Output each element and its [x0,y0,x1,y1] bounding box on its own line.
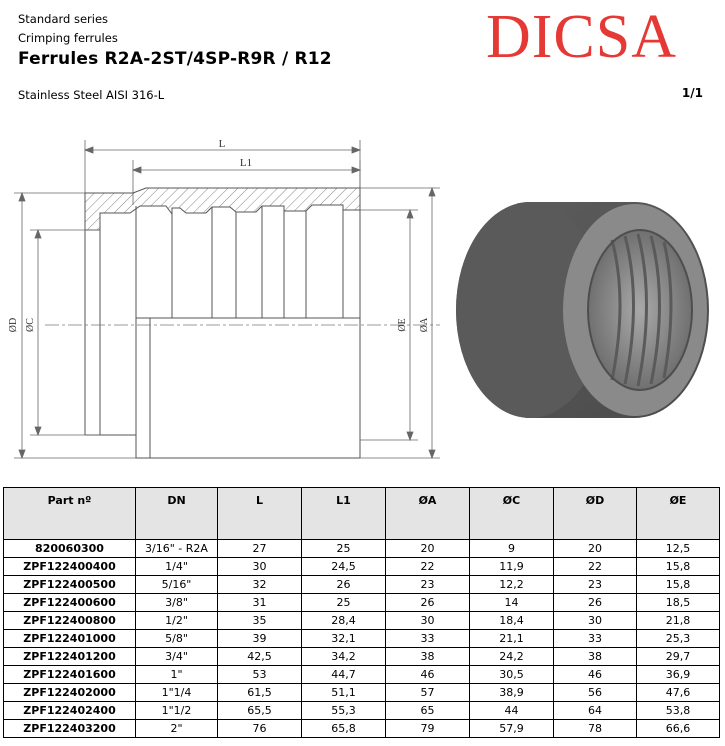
table-cell: 76 [218,720,302,738]
dimension-L1-label: L1 [239,157,253,169]
table-cell: 46 [386,666,470,684]
column-header: Part nº [4,488,136,540]
table-cell: 28,4 [302,612,386,630]
page-number: 1/1 [681,86,703,100]
table-cell: 26 [302,576,386,594]
table-cell: 46 [554,666,637,684]
part-number-cell: ZPF122402400 [4,702,136,720]
table-cell: 26 [554,594,637,612]
table-cell: 30 [554,612,637,630]
table-cell: 21,8 [637,612,720,630]
table-cell: 22 [386,558,470,576]
column-header: ØD [554,488,637,540]
table-cell: 32 [218,576,302,594]
table-row [4,648,720,666]
table-cell: 38 [554,648,637,666]
table-cell: 35 [218,612,302,630]
material-label: Stainless Steel AISI 316-L [18,88,165,102]
table-header-row [4,488,720,540]
table-cell: 44 [470,702,554,720]
table-cell: 42,5 [218,648,302,666]
table-cell: 15,8 [637,576,720,594]
table-cell: 20 [554,540,637,558]
part-number-cell: ZPF122400400 [4,558,136,576]
ferrule-3d-render [456,202,709,418]
table-cell: 3/4" [136,648,218,666]
table-cell: 38 [386,648,470,666]
table-cell: 2" [136,720,218,738]
part-number-cell: ZPF122402000 [4,684,136,702]
table-cell: 53,8 [637,702,720,720]
dicsa-logo: DICSA [486,3,678,71]
table-cell: 56 [554,684,637,702]
table-cell: 33 [386,630,470,648]
dimension-E-label: ØE [397,318,408,332]
dimension-L-label: L [218,138,226,150]
table-cell: 1"1/2 [136,702,218,720]
part-number-cell: ZPF122400600 [4,594,136,612]
ferrule-technical-drawing [0,128,725,478]
part-number-cell: ZPF122400500 [4,576,136,594]
table-cell: 36,9 [637,666,720,684]
column-header: L1 [302,488,386,540]
table-row [4,594,720,612]
table-cell: 20 [386,540,470,558]
part-number-cell: ZPF122400800 [4,612,136,630]
ferrule-section-hatch [85,188,360,230]
table-row [4,702,720,720]
table-row [4,666,720,684]
table-cell: 79 [386,720,470,738]
dimension-D-label: ØD [8,317,19,333]
page-title: Ferrules R2A-2ST/4SP-R9R / R12 [18,49,332,69]
table-cell: 51,1 [302,684,386,702]
table-row [4,612,720,630]
table-cell: 47,6 [637,684,720,702]
table-row [4,576,720,594]
table-cell: 32,1 [302,630,386,648]
table-cell: 23 [386,576,470,594]
dimension-C-label: ØC [25,318,36,332]
column-header: ØC [470,488,554,540]
table-cell: 15,8 [637,558,720,576]
table-cell: 78 [554,720,637,738]
table-cell: 34,2 [302,648,386,666]
column-header: ØA [386,488,470,540]
table-cell: 12,5 [637,540,720,558]
table-cell: 57,9 [470,720,554,738]
table-cell: 23 [554,576,637,594]
table-row [4,540,720,558]
table-cell: 44,7 [302,666,386,684]
table-cell: 65,5 [218,702,302,720]
dimension-A-label: ØA [419,317,430,333]
table-cell: 9 [470,540,554,558]
table-cell: 61,5 [218,684,302,702]
table-cell: 55,3 [302,702,386,720]
table-cell: 1"1/4 [136,684,218,702]
table-cell: 29,7 [637,648,720,666]
ferrule-section-outline [85,188,360,458]
ferrule-spec-table [3,487,720,738]
table-cell: 65,8 [302,720,386,738]
table-cell: 39 [218,630,302,648]
table-cell: 14 [470,594,554,612]
table-cell: 1/2" [136,612,218,630]
table-cell: 30 [218,558,302,576]
dimension-diameters [14,188,440,458]
table-cell: 30,5 [470,666,554,684]
table-cell: 5/8" [136,630,218,648]
table-cell: 25 [302,594,386,612]
table-cell: 24,5 [302,558,386,576]
table-cell: 66,6 [637,720,720,738]
table-row [4,720,720,738]
column-header: L [218,488,302,540]
header-subtitle: Crimping ferrules [18,31,118,45]
table-cell: 22 [554,558,637,576]
table-cell: 53 [218,666,302,684]
column-header: ØE [637,488,720,540]
table-cell: 3/8" [136,594,218,612]
table-cell: 25,3 [637,630,720,648]
table-cell: 1" [136,666,218,684]
part-number-cell: ZPF122403200 [4,720,136,738]
table-cell: 38,9 [470,684,554,702]
table-cell: 18,4 [470,612,554,630]
table-row [4,630,720,648]
table-cell: 57 [386,684,470,702]
table-cell: 21,1 [470,630,554,648]
part-number-cell: ZPF122401600 [4,666,136,684]
table-cell: 26 [386,594,470,612]
header-series: Standard series [18,12,109,26]
table-cell: 33 [554,630,637,648]
column-header: DN [136,488,218,540]
table-cell: 11,9 [470,558,554,576]
part-number-cell: ZPF122401200 [4,648,136,666]
table-cell: 3/16" - R2A [136,540,218,558]
table-cell: 31 [218,594,302,612]
table-cell: 12,2 [470,576,554,594]
table-cell: 24,2 [470,648,554,666]
part-number-cell: 820060300 [4,540,136,558]
table-cell: 18,5 [637,594,720,612]
table-cell: 30 [386,612,470,630]
table-cell: 5/16" [136,576,218,594]
table-cell: 25 [302,540,386,558]
table-cell: 1/4" [136,558,218,576]
part-number-cell: ZPF122401000 [4,630,136,648]
table-row [4,558,720,576]
table-cell: 27 [218,540,302,558]
table-cell: 64 [554,702,637,720]
table-row [4,684,720,702]
table-cell: 65 [386,702,470,720]
